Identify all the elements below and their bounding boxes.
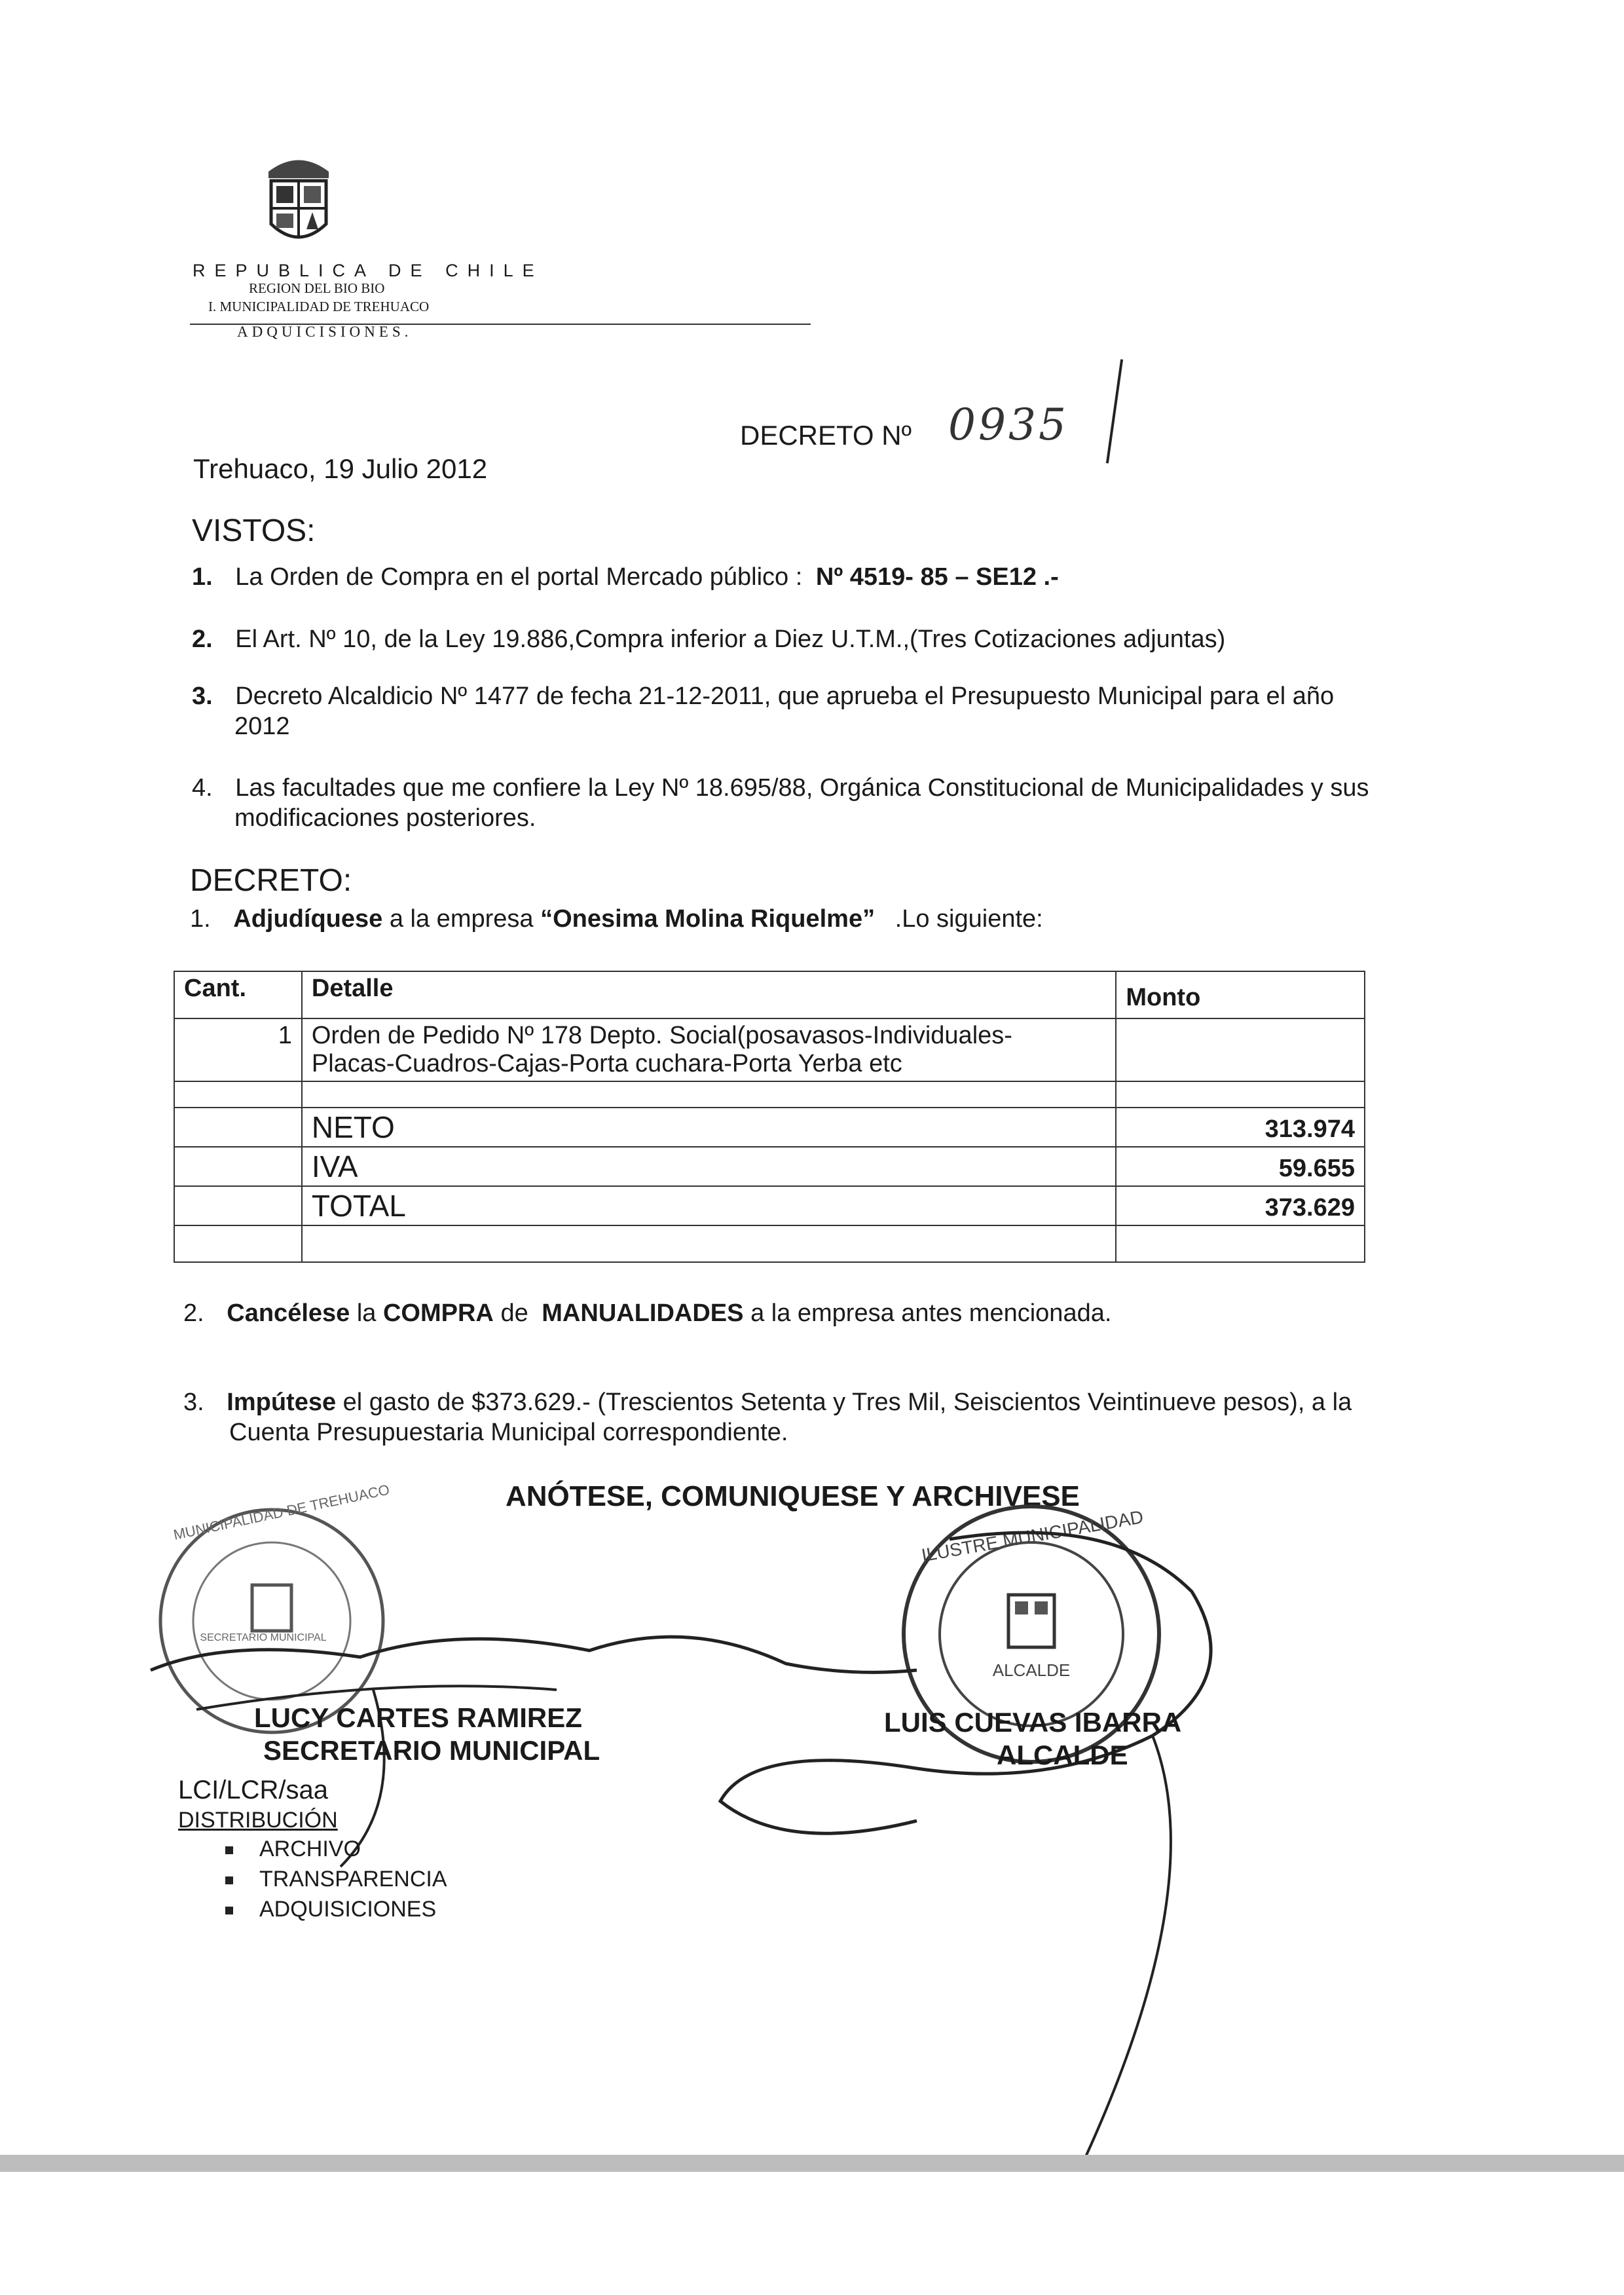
vistos-item-4-cont: modificaciones posteriores. — [234, 804, 536, 832]
total-value: 59.655 — [1116, 1147, 1365, 1186]
header-department: ADQUICISIONES. — [237, 324, 413, 340]
mayor-stamp-inner: ALCALDE — [992, 1660, 1071, 1680]
secretary-title: SECRETARIO MUNICIPAL — [263, 1735, 600, 1766]
header-municipality: I. MUNICIPALIDAD DE TREHUACO — [208, 299, 430, 314]
distribution-item: TRANSPARENCIA — [225, 1864, 447, 1894]
order-table — [174, 971, 1365, 1263]
closing-formula: ANÓTESE, COMUNIQUESE Y ARCHIVESE — [506, 1480, 1080, 1512]
coat-of-arms-icon — [262, 152, 335, 250]
distribution-title: DISTRIBUCIÓN — [178, 1808, 338, 1833]
vistos-heading: VISTOS: — [192, 513, 316, 548]
vistos-item-1: 1. La Orden de Compra en el portal Mercado público : Nº 4519- 85 – SE12 .- — [192, 563, 1059, 591]
place-date: Trehuaco, 19 Julio 2012 — [193, 453, 488, 484]
total-value: 373.629 — [1116, 1186, 1365, 1225]
distribution-item: ADQUISICIONES — [225, 1894, 436, 1924]
vistos-item-3-cont: 2012 — [234, 713, 290, 740]
decreto-item-3-cont: Cuenta Presupuestaria Municipal correspondiente. — [229, 1419, 788, 1446]
decreto-item-2: 2. Cancélese la COMPRA de MANUALIDADES a la empresa antes mencionada. — [183, 1299, 1112, 1327]
mayor-title: ALCALDE — [997, 1740, 1128, 1770]
total-label: NETO — [302, 1108, 1116, 1147]
distribution-item: ARCHIVO — [225, 1834, 361, 1864]
decree-label: DECRETO Nº — [740, 420, 912, 451]
header-region: REGION DEL BIO BIO — [249, 280, 385, 296]
total-label: IVA — [302, 1147, 1116, 1186]
row-detail: Orden de Pedido Nº 178 Depto. Social(posavasos-Individuales- Placas-Cuadros-Cajas-Porta cuchara-Porta Yerba etc — [302, 1018, 1116, 1081]
row-qty: 1 — [174, 1018, 302, 1081]
decree-number-handwritten: 0935 — [948, 400, 1069, 450]
total-value: 313.974 — [1116, 1108, 1365, 1147]
header-qty: Cant. — [174, 971, 302, 1018]
header-detail: Detalle — [302, 971, 1116, 1018]
initials: LCI/LCR/saa — [178, 1776, 328, 1804]
secretary-stamp-inner: SECRETARIO MUNICIPAL — [200, 1632, 327, 1643]
total-label: TOTAL — [302, 1186, 1116, 1225]
decreto-heading: DECRETO: — [190, 863, 352, 898]
secretary-name: LUCY CARTES RAMIREZ — [254, 1702, 582, 1733]
vistos-item-2: 2. El Art. Nº 10, de la Ley 19.886,Compra inferior a Diez U.T.M.,(Tres Cotizaciones adjuntas) — [192, 625, 1226, 653]
scan-edge — [0, 2155, 1624, 2172]
header-amount: Monto — [1116, 971, 1365, 1018]
mayor-name: LUIS CUEVAS IBARRA — [884, 1707, 1182, 1738]
decreto-item-1: 1. Adjudíquese a la empresa “Onesima Molina Riquelme” .Lo siguiente: — [190, 905, 1043, 933]
handwritten-slash — [1106, 360, 1123, 464]
vistos-item-4: 4. Las facultades que me confiere la Ley Nº 18.695/88, Orgánica Constitucional de Municipalidades y sus — [192, 774, 1369, 802]
secretary-stamp-text: MUNICIPALIDAD DE TREHUACO — [172, 1481, 391, 1543]
vistos-item-3: 3. Decreto Alcaldicio Nº 1477 de fecha 21-12-2011, que aprueba el Presupuesto Municipal para el año — [192, 682, 1335, 710]
mayor-stamp-text: ILUSTRE MUNICIPALIDAD — [919, 1506, 1145, 1566]
row-amount — [1116, 1018, 1365, 1081]
decreto-item-3: 3. Impútese el gasto de $373.629.- (Trescientos Setenta y Tres Mil, Seiscientos Veintinueve pesos), a la — [183, 1389, 1352, 1416]
header-country: REPUBLICA DE CHILE — [193, 261, 544, 280]
